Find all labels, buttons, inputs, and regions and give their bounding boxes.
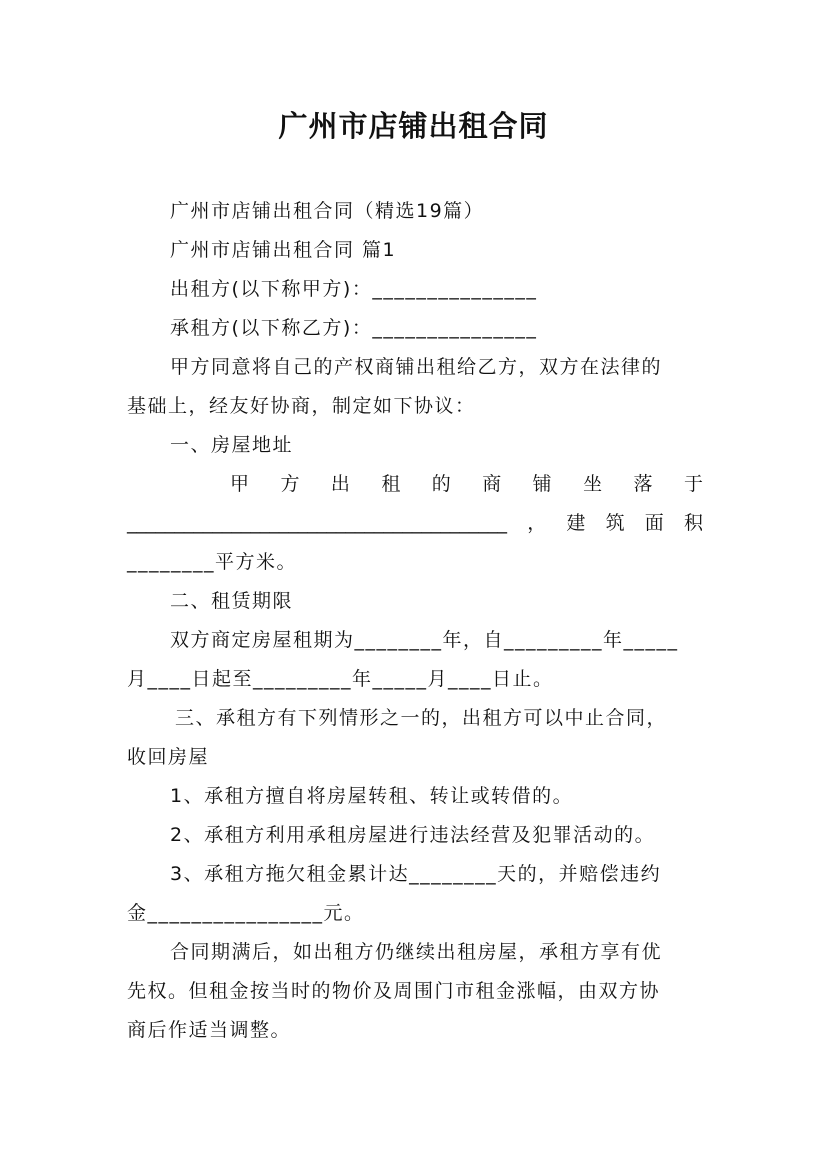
paragraph-line: 基础上，经友好协商，制定如下协议： <box>127 395 476 417</box>
paragraph-line: 收回房屋 <box>127 746 210 768</box>
paragraph-line: 月____日起至_________年_____月____日止。 <box>127 668 554 690</box>
paragraph-line: 双方商定房屋租期为________年，自_________年_____ <box>170 629 679 651</box>
paragraph-line: 甲方同意将自己的产权商铺出租给乙方，双方在法律的 <box>170 356 663 378</box>
document-title: 广州市店铺出租合同 <box>278 109 549 143</box>
subtitle-line: 广州市店铺出租合同（精选19篇） <box>170 200 485 222</box>
paragraph-line: ________________________________________，建筑面积 <box>127 512 703 534</box>
list-item: 3、承租方拖欠租金累计达________天的，并赔偿违约 <box>170 863 662 885</box>
list-item: 1、承租方擅自将房屋转租、转让或转借的。 <box>170 785 574 807</box>
paragraph-line: 先权。但租金按当时的物价及周围门市租金涨幅，由双方协 <box>127 980 661 1002</box>
clause-heading: 三、承租方有下列情形之一的，出租方可以中止合同， <box>175 707 668 729</box>
paragraph-line: 金________________元。 <box>127 902 365 924</box>
section-heading-line: 广州市店铺出租合同 篇1 <box>170 239 397 261</box>
clause-heading: 一、房屋地址 <box>170 434 294 456</box>
clause-heading: 二、租赁期限 <box>170 590 294 612</box>
paragraph-line: 商后作适当调整。 <box>127 1019 292 1041</box>
lessee-line: 承租方(以下称乙方)：_______________ <box>170 317 538 339</box>
paragraph-line: ________平方米。 <box>127 551 298 573</box>
list-item: 2、承租方利用承租房屋进行违法经营及犯罪活动的。 <box>170 824 656 846</box>
paragraph-line: 合同期满后，如出租方仍继续出租房屋，承租方享有优 <box>170 941 663 963</box>
lessor-line: 出租方(以下称甲方)：_______________ <box>170 278 538 300</box>
paragraph-line: 甲 方 出 租 的 商 铺 坐 落 于 <box>230 473 703 495</box>
